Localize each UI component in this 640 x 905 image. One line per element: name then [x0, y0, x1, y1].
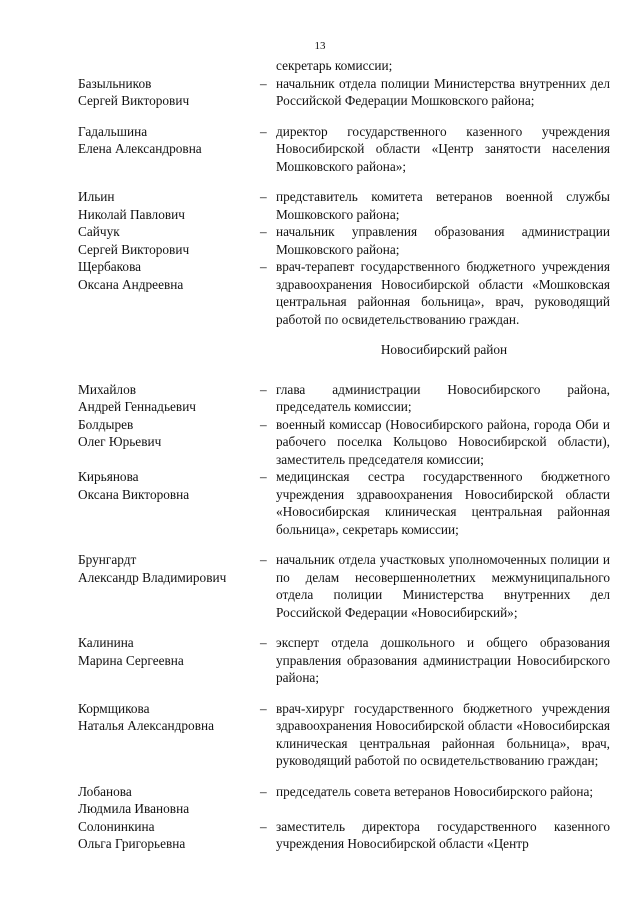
member-surname: Брунгардт — [78, 552, 137, 567]
dash-separator: – — [260, 700, 267, 716]
moshkovsky-members — [78, 75, 610, 329]
member-role: глава администрации Новосибирского района, председатель комиссии; — [276, 381, 610, 414]
member-entry — [78, 123, 610, 176]
member-role: начальник управления образования администрации Мошковского района; — [276, 224, 610, 257]
member-role: представитель комитета ветеранов военной службы Мошковского района; — [276, 189, 610, 222]
member-name — [78, 551, 260, 621]
member-name — [78, 468, 260, 538]
commission-list — [78, 57, 610, 853]
member-entry — [78, 223, 610, 258]
member-given-names: Сергей Викторович — [78, 241, 190, 257]
member-role: врач-терапевт государственного бюджетного учреждения здравоохранения Новосибирской области «Мошковская центральная районная больница», врач, руководящий работой по освидетельствованию граждан. — [276, 259, 610, 327]
member-entry — [78, 75, 610, 110]
member-given-names: Сергей Викторович — [78, 93, 190, 108]
member-entry — [78, 783, 610, 818]
member-entry — [78, 818, 610, 853]
member-given-names: Наталья Александровна — [78, 718, 215, 733]
dash-separator: – — [260, 75, 267, 91]
page-number: 13 — [314, 40, 326, 52]
member-surname: Солонинкина — [78, 818, 155, 834]
section-heading: Новосибирский район — [380, 342, 508, 357]
member-surname: Михайлов — [78, 381, 136, 397]
member-given-names: Людмила Ивановна — [78, 801, 190, 816]
member-surname: Кирьянова — [78, 469, 139, 484]
member-role: заместитель директора государственного казенного учреждения Новосибирской области «Центр — [276, 818, 610, 851]
dash-separator: – — [260, 123, 267, 139]
member-name — [78, 818, 260, 853]
member-entry — [78, 188, 610, 223]
member-surname: Сайчук — [78, 224, 120, 239]
member-role: начальник отдела полиции Министерства внутренних дел Российской Федерации Мошковского района; — [276, 75, 610, 108]
dash-separator: – — [260, 189, 267, 204]
member-given-names: Елена Александровна — [78, 141, 202, 156]
member-role: директор государственного казенного учреждения Новосибирской области «Центр занятости населения Мошковского района»; — [276, 123, 610, 174]
member-role: врач-хирург государственного бюджетного учреждения здравоохранения Новосибирской области «Новосибирская клиническая центральная районная больница», врач, руководящий работой по освидетельствованию граждан; — [276, 700, 610, 768]
dash-separator: – — [260, 552, 267, 567]
member-role: председатель совета ветеранов Новосибирского района; — [276, 783, 594, 799]
member-entry — [78, 700, 610, 770]
member-surname: Гадальшина — [78, 123, 148, 139]
dash-separator: – — [260, 381, 267, 397]
member-given-names: Александр Владимирович — [78, 569, 227, 585]
member-given-names: Андрей Геннадьевич — [78, 399, 196, 414]
member-name — [78, 783, 260, 818]
member-role: начальник отдела участковых уполномоченных полиции и по делам несовершеннолетних межмуниципального отдела полиции Министерства внутренних дел Российской Федерации «Новосибирский»; — [276, 552, 610, 620]
member-name — [78, 416, 260, 469]
dash-separator: – — [260, 224, 267, 239]
member-given-names: Оксана Андреевна — [78, 276, 184, 292]
member-entry — [78, 468, 610, 538]
member-entry — [78, 551, 610, 621]
dash-separator: – — [260, 469, 267, 484]
member-given-names: Николай Павлович — [78, 206, 185, 222]
dash-separator: – — [260, 416, 267, 432]
member-role: медицинская сестра государственного бюджетного учреждения здравоохранения Новосибирской области «Новосибирская клиническая центральная районная больница», секретарь комиссии; — [276, 469, 610, 537]
member-surname: Калинина — [78, 635, 134, 650]
member-given-names: Олег Юрьевич — [78, 434, 162, 449]
dash-separator: – — [260, 259, 267, 274]
member-surname: Щербакова — [78, 259, 142, 274]
member-entry — [78, 381, 610, 416]
member-surname: Кормщикова — [78, 700, 150, 716]
member-name — [78, 123, 260, 176]
member-surname: Болдырев — [78, 416, 134, 432]
dash-separator: – — [260, 783, 267, 799]
dash-separator: – — [260, 818, 267, 834]
dash-separator: – — [260, 635, 267, 650]
member-name — [78, 634, 260, 687]
member-entry — [78, 634, 610, 687]
member-name — [78, 700, 260, 770]
member-role: военный комиссар (Новосибирского района, города Оби и рабочего поселка Кольцово Новосибирской области), заместитель председателя комиссии; — [276, 416, 610, 467]
member-role: эксперт отдела дошкольного и общего образования управления образования администрации Новосибирского района; — [276, 635, 610, 685]
member-surname: Базыльников — [78, 75, 152, 91]
member-name — [78, 223, 260, 258]
member-surname: Ильин — [78, 189, 115, 204]
member-given-names: Оксана Викторовна — [78, 486, 190, 502]
member-given-names: Марина Сергеевна — [78, 652, 184, 668]
member-name — [78, 381, 260, 416]
member-entry — [78, 258, 610, 328]
member-entry — [78, 416, 610, 469]
member-name — [78, 188, 260, 223]
member-name — [78, 258, 260, 328]
member-surname: Лобанова — [78, 783, 132, 799]
novosibirsky-members — [78, 381, 610, 853]
member-given-names: Ольга Григорьевна — [78, 836, 186, 851]
member-name — [78, 75, 260, 110]
continuation-text: секретарь комиссии; — [276, 58, 393, 73]
